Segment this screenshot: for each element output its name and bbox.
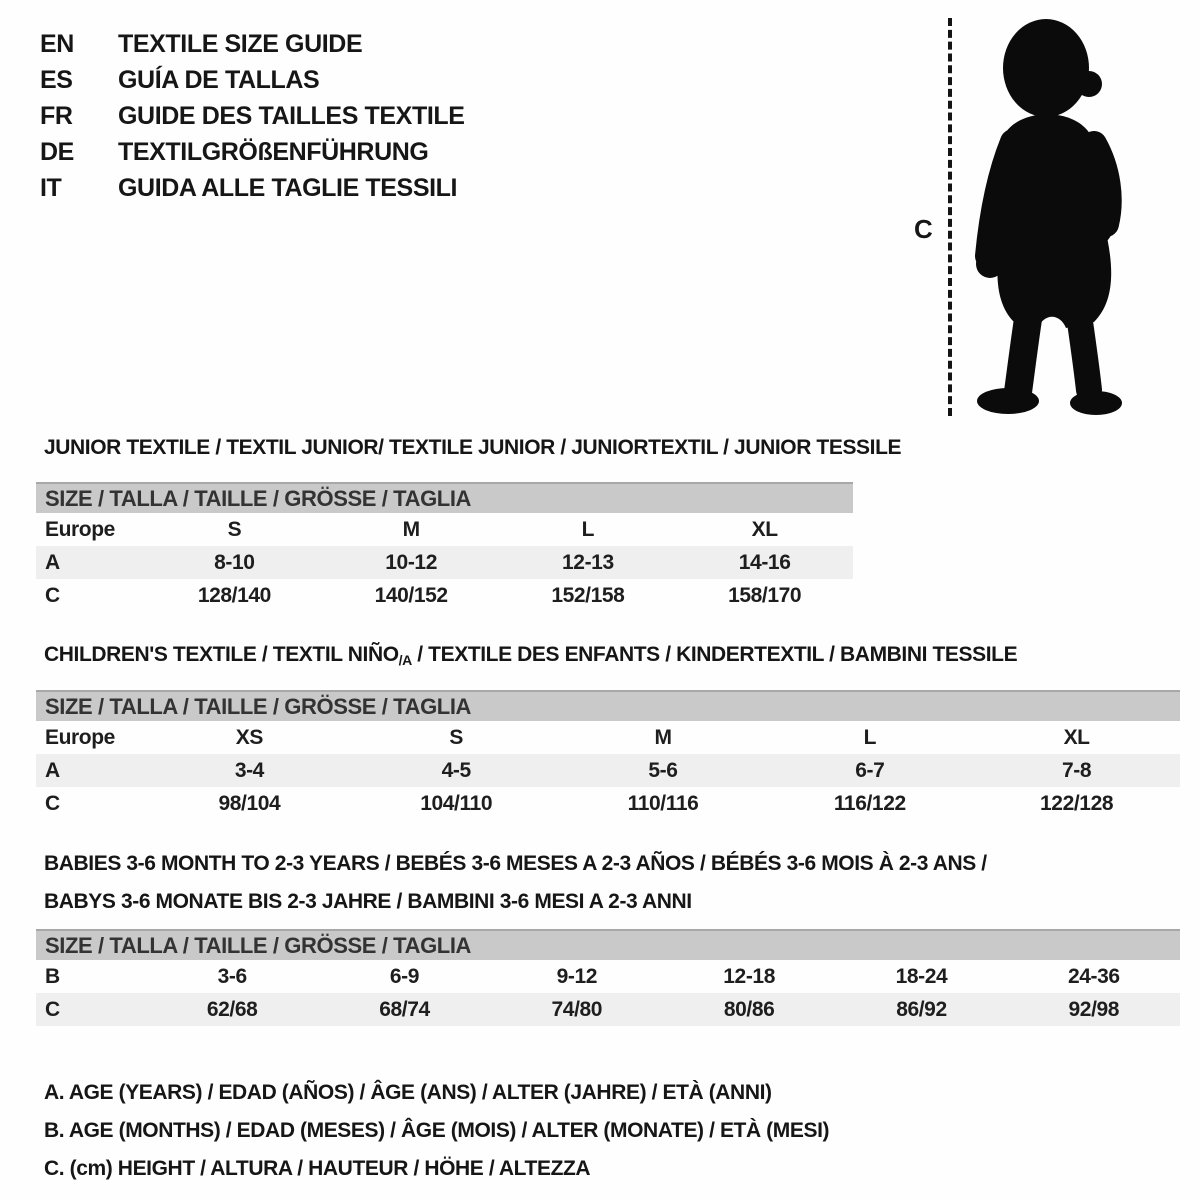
guide-title-de: TEXTILGRÖßENFÜHRUNG [118, 137, 429, 166]
height-measure-dashed-line [948, 18, 952, 416]
table-cell: 9-12 [556, 964, 598, 988]
column-header-region: Europe [45, 725, 115, 749]
footnote-age-months: B. AGE (MONTHS) / EDAD (MESES) / ÂGE (MOIS) / ALTER (MONATE) / ETÀ (MESI) [44, 1119, 830, 1142]
language-row-fr [40, 98, 465, 134]
column-header-size: XS [235, 725, 263, 749]
babies-title-line1: BABIES 3-6 MONTH TO 2-3 YEARS / BEBÉS 3-6 MESES A 2-3 AÑOS / BÉBÉS 3-6 MOIS À 2-3 ANS / [44, 852, 987, 875]
table-cell: 128/140 [197, 583, 271, 607]
children-title-main: CHILDREN'S TEXTILE / TEXTIL NIÑO [44, 643, 399, 666]
table-cell: 104/110 [420, 791, 493, 815]
column-header-region: Europe [45, 517, 115, 541]
footnote-height-cm: C. (cm) HEIGHT / ALTURA / HAUTEUR / HÖHE / ALTEZZA [44, 1157, 591, 1180]
table-cell: 7-8 [1062, 758, 1092, 782]
table-cell: 6-7 [855, 758, 885, 782]
table-cell: 98/104 [218, 791, 281, 815]
junior-size-header-bar: SIZE / TALLA / TAILLE / GRÖSSE / TAGLIA [36, 482, 853, 513]
junior-row-height [36, 579, 853, 612]
table-cell: 18-24 [895, 964, 948, 988]
table-cell: 10-12 [385, 550, 437, 574]
children-row-height [36, 787, 1180, 820]
children-row-age [36, 754, 1180, 787]
table-cell: 24-36 [1067, 964, 1120, 988]
junior-columns-row [36, 513, 853, 546]
table-cell: 12-18 [723, 964, 775, 988]
language-code: EN [40, 29, 74, 58]
language-row-es [40, 62, 465, 98]
children-size-header-bar: SIZE / TALLA / TAILLE / GRÖSSE / TAGLIA [36, 690, 1180, 721]
table-cell: 116/122 [833, 791, 906, 815]
row-label: B [45, 964, 60, 988]
legend-footnotes [44, 1074, 829, 1188]
baby-silhouette-icon [968, 14, 1140, 424]
junior-section-title: JUNIOR TEXTILE / TEXTIL JUNIOR/ TEXTILE JUNIOR / JUNIORTEXTIL / JUNIOR TESSILE [44, 436, 902, 459]
table-cell: 5-6 [648, 758, 678, 782]
guide-title-en: TEXTILE SIZE GUIDE [118, 29, 363, 58]
babies-size-table [36, 929, 1180, 1026]
column-header-size: M [654, 725, 672, 749]
children-size-table [36, 690, 1180, 820]
language-row-it [40, 170, 465, 206]
babies-title-line2: BABYS 3-6 MONATE BIS 2-3 JAHRE / BAMBINI 3-6 MESI A 2-3 ANNI [44, 890, 692, 913]
guide-title-it: GUIDA ALLE TAGLIE TESSILI [118, 173, 458, 202]
table-cell: 158/170 [728, 583, 802, 607]
table-cell: 92/98 [1068, 997, 1120, 1021]
language-code: IT [40, 173, 62, 202]
children-title-subscript: /A [398, 652, 412, 668]
footnote-age-years: A. AGE (YEARS) / EDAD (AÑOS) / ÂGE (ANS) / ALTER (JAHRE) / ETÀ (ANNI) [44, 1081, 772, 1104]
table-cell: 68/74 [379, 997, 430, 1021]
guide-title-fr: GUIDE DES TAILLES TEXTILE [118, 101, 465, 130]
table-cell: 86/92 [896, 997, 947, 1021]
babies-row-height [36, 993, 1180, 1026]
babies-row-months [36, 960, 1180, 993]
table-cell: 3-4 [234, 758, 264, 782]
junior-size-table [36, 482, 853, 612]
table-cell: 122/128 [1040, 791, 1114, 815]
table-cell: 62/68 [206, 997, 258, 1021]
row-label: A [45, 550, 60, 574]
table-cell: 74/80 [551, 997, 603, 1021]
height-measure-label: C [914, 214, 933, 244]
table-cell: 6-9 [389, 964, 420, 988]
children-columns-row [36, 721, 1180, 754]
column-header-size: L [863, 725, 876, 749]
children-title-rest: / TEXTILE DES ENFANTS / KINDERTEXTIL / BAMBINI TESSILE [411, 643, 1018, 666]
babies-section-title [44, 845, 987, 921]
column-header-size: XL [1063, 725, 1090, 749]
junior-row-age [36, 546, 853, 579]
language-code: DE [40, 137, 74, 166]
table-cell: 140/152 [374, 583, 448, 607]
table-cell: 3-6 [217, 964, 247, 988]
guide-title-es: GUÍA DE TALLAS [118, 65, 320, 94]
babies-size-header-bar: SIZE / TALLA / TAILLE / GRÖSSE / TAGLIA [36, 929, 1180, 960]
table-cell: 8-10 [214, 550, 255, 574]
column-header-size: L [581, 517, 595, 541]
language-row-en [40, 26, 465, 62]
table-cell: 4-5 [441, 758, 471, 782]
table-cell: 14-16 [738, 550, 791, 574]
table-cell: 110/116 [627, 791, 699, 815]
language-row-de [40, 134, 465, 170]
column-header-size: S [449, 725, 463, 749]
table-cell: 12-13 [562, 550, 614, 574]
row-label: C [45, 583, 60, 607]
table-cell: 152/158 [551, 583, 625, 607]
language-title-list [40, 26, 465, 206]
children-section-title [44, 643, 1017, 668]
column-header-size: XL [751, 517, 778, 541]
language-code: FR [40, 101, 73, 130]
row-label: A [45, 758, 60, 782]
row-label: C [45, 791, 60, 815]
column-header-size: S [227, 517, 242, 541]
column-header-size: M [402, 517, 420, 541]
table-cell: 80/86 [723, 997, 775, 1021]
language-code: ES [40, 65, 73, 94]
row-label: C [45, 997, 60, 1021]
